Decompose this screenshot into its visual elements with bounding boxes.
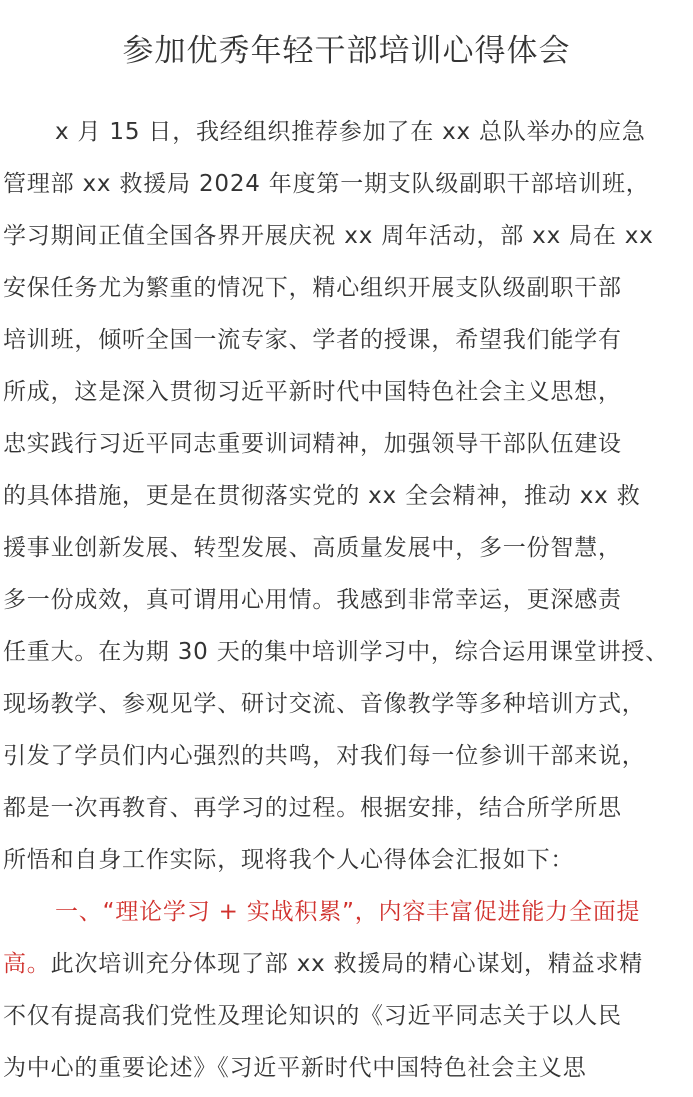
line-text: 管理部 xx 救援局 2024 年度第一期支队级副职干部培训班， [3,171,650,197]
line-text: 援事业创新发展、转型发展、高质量发展中，多一份智慧， [3,535,622,561]
line-text: 引发了学员们内心强烈的共鸣，对我们每一位参训干部来说， [3,743,646,769]
paragraph-line [3,996,693,1048]
paragraph-line [3,216,693,268]
line-text: 培训班，倾听全国一流专家、学者的授课，希望我们能学有 [3,327,622,353]
line-text: 安保任务尤为繁重的情况下，精心组织开展支队级副职干部 [3,275,622,301]
line-text: 所悟和自身工作实际，现将我个人心得体会汇报如下： [3,847,575,873]
paragraph-line [3,944,693,996]
line-text: x 月 15 日，我经组织推荐参加了在 xx 总队举办的应急 [55,119,646,145]
line-text: 不仅有提高我们党性及理论知识的《习近平同志关于以人民 [3,1003,622,1029]
paragraph-line [3,632,693,684]
line-text: 都是一次再教育、再学习的过程。根据安排，结合所学所思 [3,795,622,821]
line-text: 学习期间正值全国各界开展庆祝 xx 周年活动，部 xx 局在 xx [3,223,654,249]
paragraph-line [3,424,693,476]
paragraph-line [3,840,693,892]
line-text: 为中心的重要论述》《习近平新时代中国特色社会主义思 [3,1055,587,1081]
line-text: 的具体措施，更是在贯彻落实党的 xx 全会精神，推动 xx 救 [3,483,641,509]
paragraph-line [3,1048,693,1097]
paragraph-line [3,372,693,424]
paragraph-line [3,112,693,164]
section-heading-tail: 高。 [3,951,51,977]
document-body [3,112,693,1097]
line-text: 此次培训充分体现了部 xx 救援局的精心谋划，精益求精 [50,951,644,977]
line-text: 多一份成效，真可谓用心用情。我感到非常幸运，更深感责 [3,587,622,613]
paragraph-line [3,320,693,372]
section-heading-line [3,892,693,944]
section-heading-text: 一、“理论学习 + 实战积累”，内容丰富促进能力全面提 [55,899,641,925]
paragraph-line [3,684,693,736]
document-title: 参加优秀年轻干部培训心得体会 [122,33,571,69]
paragraph-line [3,788,693,840]
paragraph-line [3,268,693,320]
line-text: 现场教学、参观见学、研讨交流、音像教学等多种培训方式， [3,691,646,717]
paragraph-line [3,528,693,580]
line-text: 所成，这是深入贯彻习近平新时代中国特色社会主义思想， [3,379,622,405]
line-text: 任重大。在为期 30 天的集中培训学习中，综合运用课堂讲授、 [3,639,669,665]
paragraph-line [3,476,693,528]
paragraph-line [3,580,693,632]
paragraph-line [3,164,693,216]
paragraph-line [3,736,693,788]
line-text: 忠实践行习近平同志重要训词精神，加强领导干部队伍建设 [3,431,622,457]
